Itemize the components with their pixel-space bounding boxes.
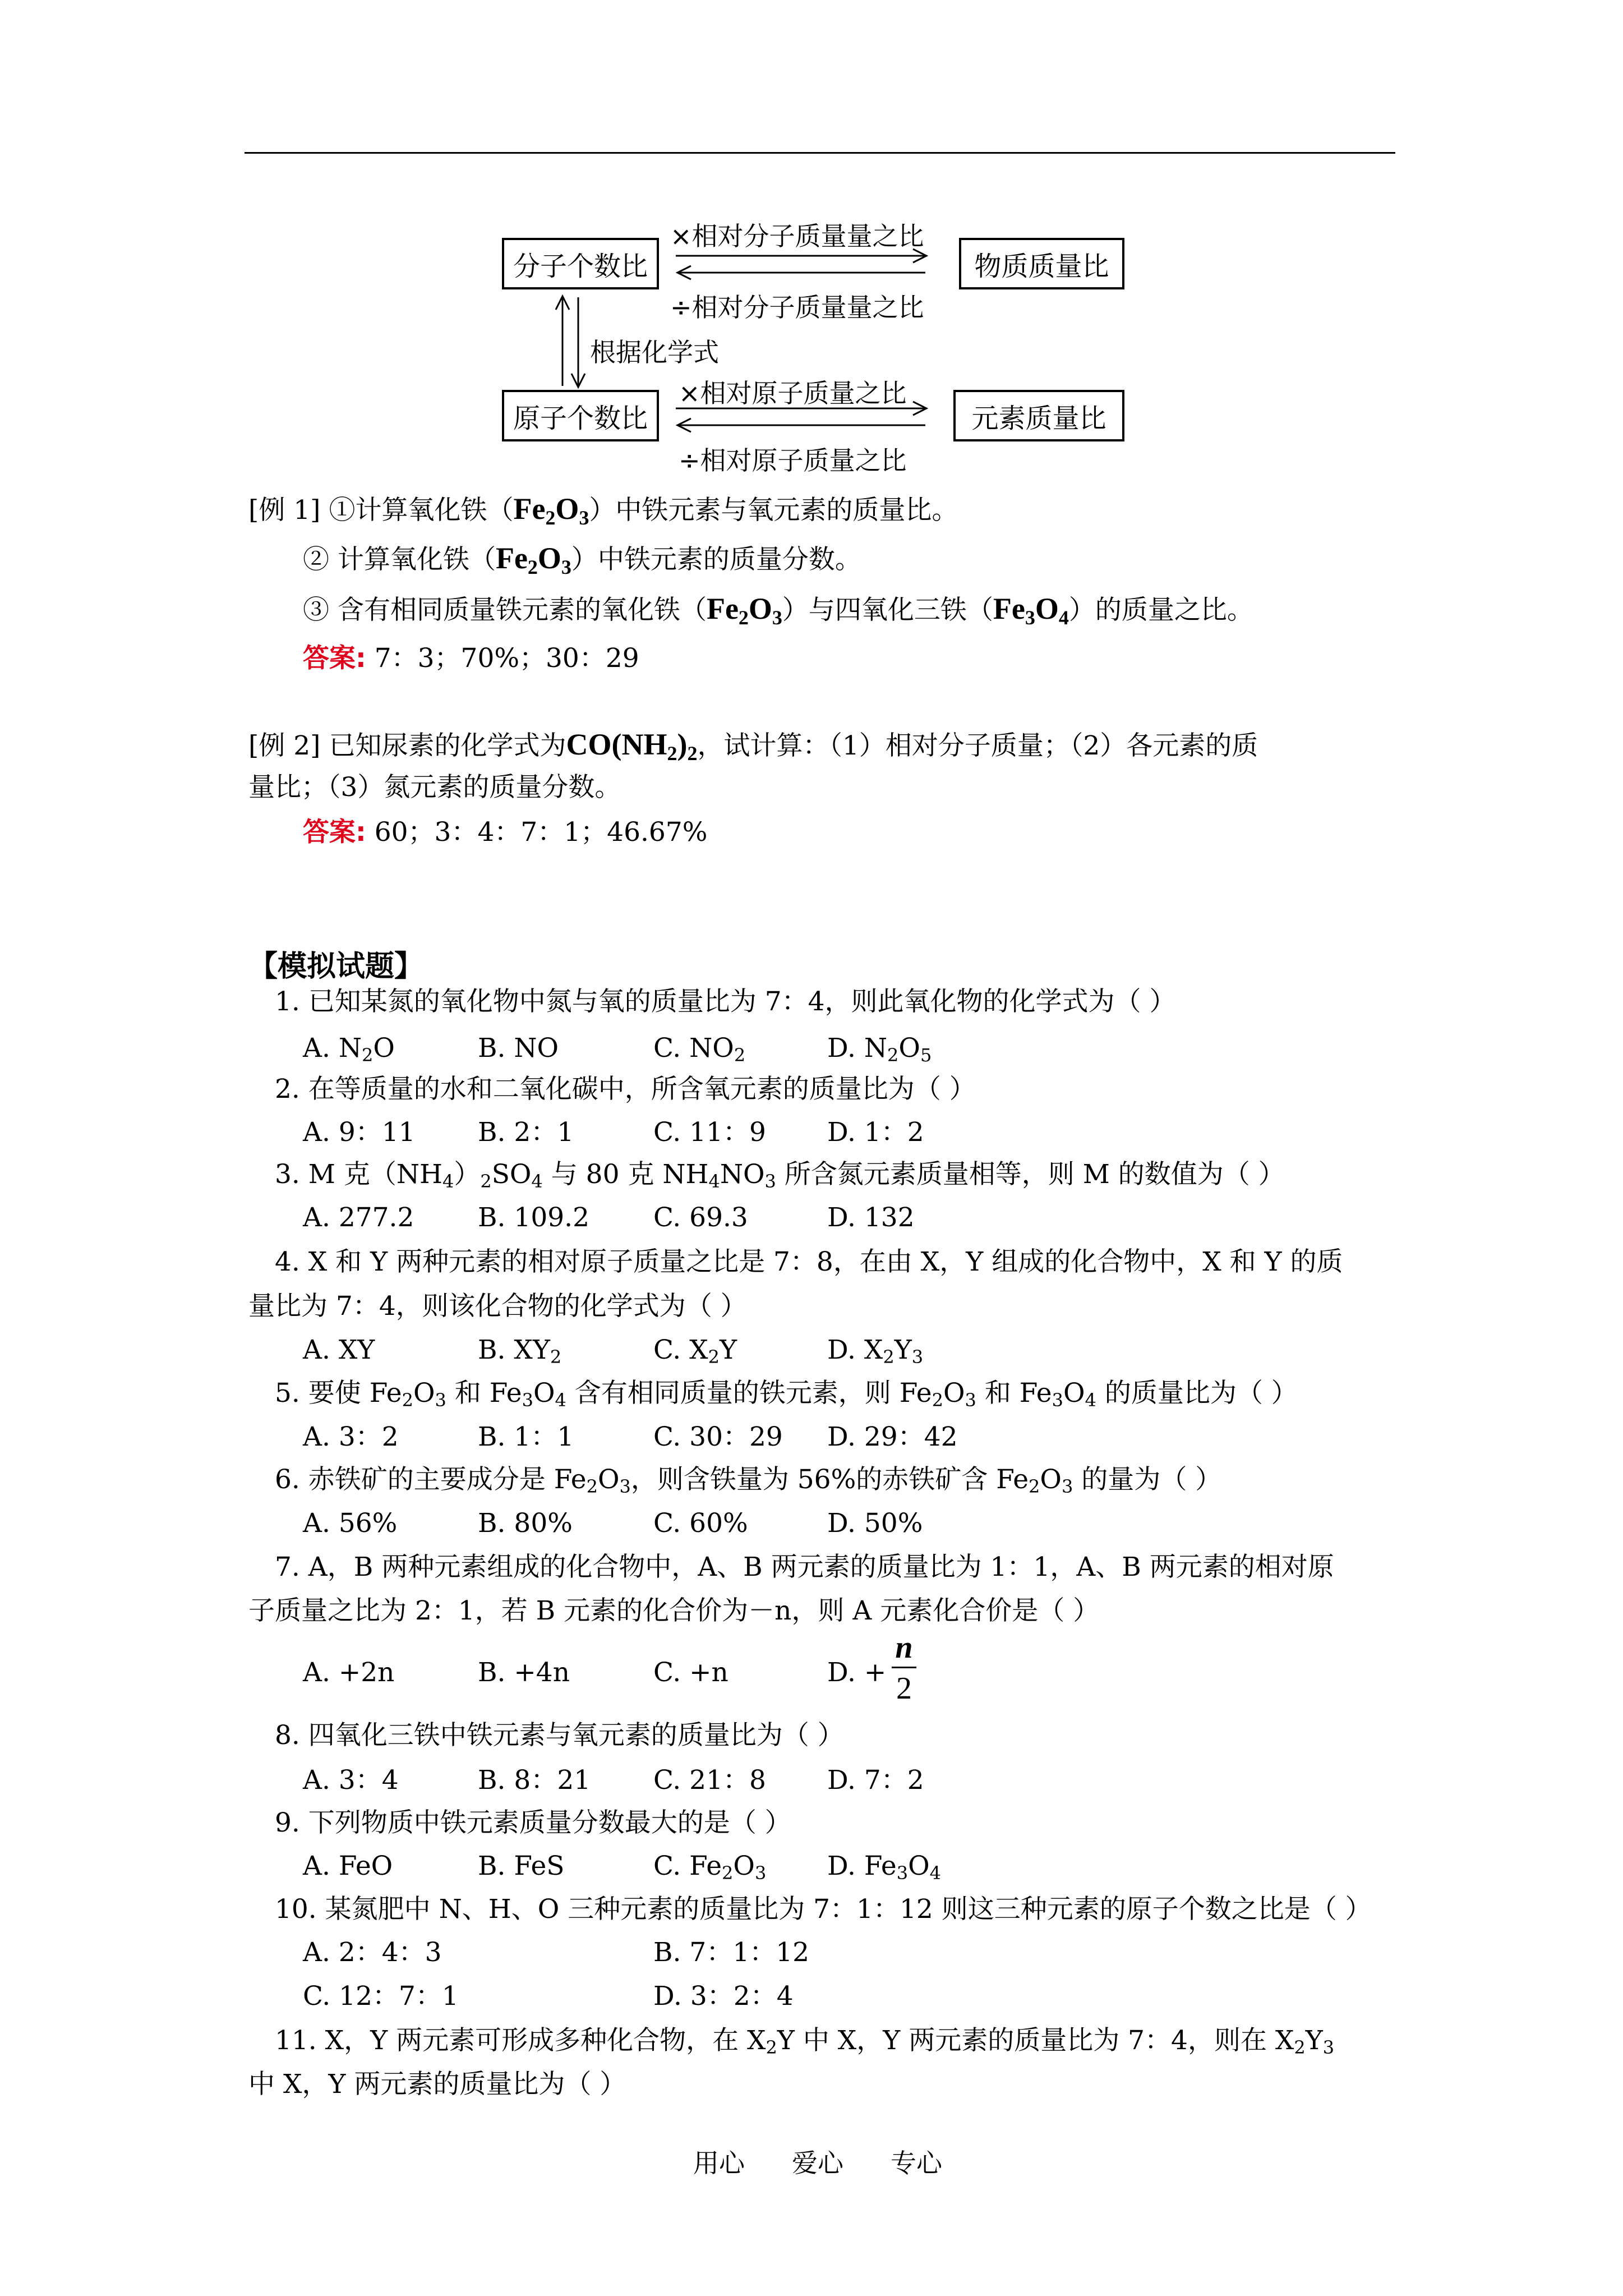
section-title: 【模拟试题】 [248,950,424,983]
question-3-option-b: B. 109.2 [478,1202,589,1233]
box-substance-mass-ratio: 物质质量比 [959,238,1124,289]
answer-label: 答案: [303,817,366,848]
example1-answer [303,643,639,674]
question-8-option-c: C. 21：8 [653,1765,766,1796]
example2-line1: [例 2] 已知尿素的化学式为$CO(NH_2)_2$，试计算：（1）相对分子质量；（2）各元素的质 [248,728,1258,765]
box-atom-count: 原子个数比 [502,390,659,441]
diagram-arrows [0,0,1623,505]
question-7-stem: 7. A，B 两种元素组成的化合物中，A、B 两元素的质量比为 1：1，A、B 两元素的相对原 [275,1552,1334,1582]
footer-text-2: 爱心 [792,2148,843,2178]
question-11-stem: 11. X，Y 两元素可形成多种化合物，在 $X_2Y$ 中 X，Y 两元素的质量比为 7：4，则在 $X_2Y_3$ [275,2025,1335,2058]
example1-line3: ③ 含有相同质量铁元素的氧化铁$(Fe_2O_3)$与四氧化三铁$(Fe_3O_4)$的质量之比。 [303,592,1253,629]
label-by-formula: 根据化学式 [590,337,719,367]
question-9-option-d: D. $Fe_3O_4$ [827,1851,942,1884]
question-8-option-d: D. 7：2 [827,1765,924,1796]
question-2-option-a: A. 9：11 [303,1117,416,1148]
question-9-option-b: B. FeS [478,1851,565,1881]
question-4-option-c: C. $X_2Y$ [653,1335,737,1368]
question-5-option-d: D. 29：42 [827,1421,958,1452]
question-2-option-d: D. 1：2 [827,1117,924,1148]
question-5-stem: 5. 要使 $Fe_2O_3$ 和 $Fe_3O_4$ 含有相同质量的铁元素，则 $Fe_2O_3$ 和 $Fe_3O_4$ 的质量比为（ ） [275,1378,1298,1411]
question-6-option-b: B. 80% [478,1508,573,1539]
question-1-stem: 1. 已知某氮的氧化物中氮与氧的质量比为 7：4，则此氧化物的化学式为（ ） [275,986,1176,1017]
question-3-option-c: C. 69.3 [653,1202,748,1233]
label-multiply-molecular: ×相对分子质量量之比 [670,221,924,251]
question-4-stem-cont: 量比为 7：4，则该化合物的化学式为（ ） [248,1291,747,1322]
question-11-stem-cont: 中 X，Y 两元素的质量比为（ ） [248,2069,626,2100]
question-6-option-a: A. 56% [303,1508,398,1539]
question-10-option-c: C. 12：7：1 [303,1981,459,2012]
question-6-option-d: D. 50% [827,1508,923,1539]
formula-urea: $CO(NH_2)_2$ [566,728,698,765]
question-9-stem: 9. 下列物质中铁元素质量分数最大的是（ ） [275,1807,791,1838]
question-2-option-c: C. 11：9 [653,1117,766,1148]
question-7-option-c: C. +n [653,1657,728,1688]
question-3-option-d: D. 132 [827,1202,915,1233]
question-2-stem: 2. 在等质量的水和二氧化碳中，所含氧元素的质量比为（ ） [275,1074,976,1105]
question-3-option-a: A. 277.2 [303,1202,414,1233]
question-2-option-b: B. 2：1 [478,1117,574,1148]
example2-line2: 量比；（3）氮元素的质量分数。 [248,772,621,803]
example1-line2: ② 计算氧化铁$(Fe_2O_3)$中铁元素的质量分数。 [303,541,861,578]
question-10-option-d: D. 3：2：4 [653,1981,794,2012]
label-divide-atomic: ÷相对原子质量之比 [679,445,907,476]
formula-fe3o4: $Fe_3O_4$ [993,592,1069,629]
label-multiply-atomic: ×相对原子质量之比 [679,378,907,408]
question-1-option-a: A. $N_2O$ [303,1033,395,1066]
box-molecule-count: 分子个数比 [502,238,659,289]
question-4-option-a: A. XY [303,1335,375,1365]
footer-text-1: 用心 [693,2148,745,2178]
question-7-stem-cont: 子质量之比为 2：1，若 B 元素的化合价为－n，则 A 元素化合价是（ ） [248,1595,1100,1626]
question-7-option-a: A. +2n [303,1657,395,1688]
question-4-option-b: B. $XY_2$ [478,1335,562,1368]
formula-fe2o3: $Fe_2O_3$ [495,541,571,578]
question-10-option-a: A. 2：4：3 [303,1937,442,1968]
question-5-option-a: A. 3：2 [303,1421,399,1452]
question-8-stem: 8. 四氧化三铁中铁元素与氧元素的质量比为（ ） [275,1720,844,1751]
question-6-stem: 6. 赤铁矿的主要成分是 $Fe_2O_3$，则含铁量为 56%的赤铁矿含 $Fe_2O_3$ 的量为（ ） [275,1464,1222,1497]
question-4-stem: 4. X 和 Y 两种元素的相对原子质量之比是 7：8，在由 X，Y 组成的化合物中，X 和 Y 的质 [275,1246,1343,1277]
question-8-option-a: A. 3：4 [303,1765,399,1796]
question-10-option-b: B. 7：1：12 [653,1937,810,1968]
question-3-stem: 3. M 克$(NH_4)_2SO_4$ 与 80 克 $NH_4NO_3$ 所含氮元素质量相等，则 M 的数值为（ ） [275,1159,1285,1192]
question-1-option-c: C. $NO_2$ [653,1033,746,1066]
fraction-n-over-2: n 2 [892,1630,916,1706]
answer-label: 答案: [303,643,366,674]
answer-value: 7：3；70%；30：29 [374,643,639,674]
question-1-option-b: B. NO [478,1033,559,1064]
box-element-mass-ratio: 元素质量比 [953,390,1124,441]
question-8-option-b: B. 8：21 [478,1765,591,1796]
question-5-option-b: B. 1：1 [478,1421,574,1452]
footer-text-3: 专心 [891,2148,942,2178]
example2-answer [303,817,708,848]
question-1-option-d: D. $N_2O_5$ [827,1033,932,1066]
question-7-option-d: D. + [827,1657,887,1688]
question-5-option-c: C. 30：29 [653,1421,783,1452]
formula-fe2o3: $Fe_2O_3$ [706,592,782,629]
question-10-stem: 10. 某氮肥中 N、H、O 三种元素的质量比为 7：1：12 则这三种元素的原子个数之比是（ ） [275,1894,1372,1925]
question-6-option-c: C. 60% [653,1508,748,1539]
question-9-option-c: C. $Fe_2O_3$ [653,1851,767,1884]
answer-value: 60；3：4：7：1；46.67% [374,817,708,848]
example1-line1: [例 1] ①计算氧化铁$(Fe_2O_3)$中铁元素与氧元素的质量比。 [248,492,958,529]
question-4-option-d: D. $X_2Y_3$ [827,1335,924,1368]
label-divide-molecular: ÷相对分子质量量之比 [670,292,924,323]
question-9-option-a: A. FeO [303,1851,393,1881]
formula-fe2o3: $Fe_2O_3$ [513,492,589,529]
question-7-option-b: B. +4n [478,1657,570,1688]
